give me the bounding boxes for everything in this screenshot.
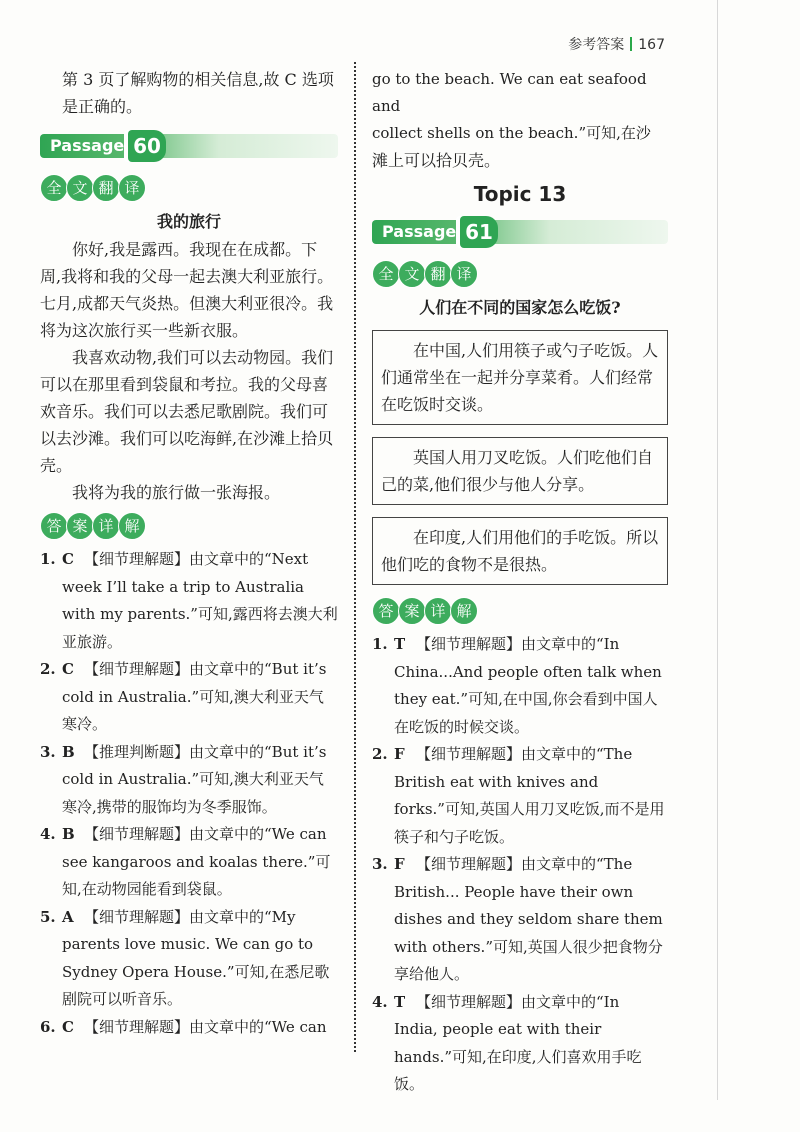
badge-char: 答	[40, 512, 68, 540]
answer-text: 【细节理解题】由文章中的“In	[416, 635, 620, 653]
answer-letter: B	[62, 825, 75, 843]
translation-box: 在印度,人们用他们的手吃饭。所以他们吃的食物不是很热。	[372, 517, 668, 585]
answer-text: British eat with knives and forks.”可知,英国人用刀叉吃饭,而不是用筷子和勺子吃饭。	[394, 772, 665, 846]
answer-text: 【细节理解题】由文章中的“We can	[84, 1017, 327, 1036]
answer-number: 5.	[40, 907, 56, 926]
answer-letter: C	[62, 660, 74, 678]
answer-letter: A	[62, 907, 74, 926]
badge-char: 译	[118, 174, 146, 202]
answer-number: 4.	[40, 825, 56, 843]
answer-item	[372, 989, 668, 1099]
answer-letter: F	[394, 745, 405, 763]
intro-line: 是正确的。	[62, 97, 143, 116]
answer-number: 2.	[40, 660, 56, 678]
article-title: 人们在不同的国家怎么吃饭?	[419, 298, 621, 317]
answer-item	[40, 821, 338, 904]
badge-char: 译	[450, 260, 478, 288]
article-title: 我的旅行	[156, 212, 221, 231]
answer-text: 【细节理解题】由文章中的“The	[416, 745, 633, 763]
passage-label: Passage	[382, 222, 457, 241]
badge-char: 详	[424, 597, 452, 625]
article-paragraph: 我喜欢动物,我们可以去动物园。我们可以在那里看到袋鼠和考拉。我的父母喜欢音乐。我们可以去悉尼歌剧院。我们可以去沙滩。我们可以吃海鲜,在沙滩上拾贝壳。	[40, 348, 334, 475]
right-column	[372, 66, 668, 1099]
answer-letter: F	[394, 855, 405, 873]
section-title: 参考答案	[568, 37, 625, 53]
answer-number: 3.	[372, 855, 388, 873]
translation-box: 在中国,人们用筷子或勺子吃饭。人们通常坐在一起并分享菜肴。人们经常在吃饭时交谈。	[372, 330, 668, 425]
answer-badge	[372, 597, 668, 625]
answer-number: 2.	[372, 745, 388, 763]
passage-label: Passage	[50, 136, 125, 155]
answer-letter: C	[62, 550, 74, 568]
page-number: 167	[638, 37, 665, 53]
answer-badge	[40, 512, 338, 540]
answer-text: 【细节理解题】由文章中的“In	[416, 992, 620, 1011]
header-divider	[630, 37, 632, 51]
badge-char: 文	[66, 174, 94, 202]
answer-letter: C	[62, 1017, 74, 1036]
answer-text: see kangaroos and koalas there.”可知,在动物园能看到袋鼠。	[62, 852, 331, 898]
badge-char: 解	[118, 512, 146, 540]
passage-number: 60	[128, 130, 166, 162]
badge-char: 全	[40, 174, 68, 202]
badge-char: 解	[450, 597, 478, 625]
answer-number: 6.	[40, 1017, 56, 1036]
badge-char: 全	[372, 260, 400, 288]
badge-char: 翻	[424, 260, 452, 288]
intro-line: 滩上可以拾贝壳。	[372, 151, 501, 170]
passage-number: 61	[460, 216, 498, 248]
answer-item	[372, 851, 668, 989]
answer-item	[40, 904, 338, 1014]
answer-text: 【细节理解题】由文章中的“My	[84, 907, 296, 926]
left-column	[40, 66, 338, 1041]
translation-badge	[372, 260, 668, 288]
answer-number: 4.	[372, 992, 388, 1011]
badge-char: 文	[398, 260, 426, 288]
answer-number: 1.	[40, 550, 56, 568]
answer-item	[372, 631, 668, 741]
answer-item	[40, 739, 338, 822]
passage-banner	[40, 130, 338, 160]
badge-char: 翻	[92, 174, 120, 202]
answer-number: 1.	[372, 635, 388, 653]
page-header	[568, 34, 665, 54]
answer-text: China...And people often talk when they eat.”可知,在中国,你会看到中国人在吃饭的时候交谈。	[394, 662, 662, 736]
answer-item	[40, 656, 338, 739]
answer-text: India, people eat with their hands.”可知,在印度,人们喜欢用手吃饭。	[394, 1020, 642, 1093]
passage-banner	[372, 216, 668, 246]
answer-text: 【细节理解题】由文章中的“We can	[84, 825, 327, 843]
answer-item	[40, 1014, 338, 1042]
badge-char: 详	[92, 512, 120, 540]
answer-text: British... People have their own dishes and they seldom share them with others.”可知,英国人很少把食物分享给他人。	[394, 882, 663, 983]
column-divider	[354, 62, 356, 1052]
answer-item	[40, 546, 338, 656]
answer-text: cold in Australia.”可知,澳大利亚天气寒冷,携带的服饰均为冬季服饰。	[62, 770, 324, 816]
translation-badge	[40, 174, 338, 202]
intro-line: collect shells on the beach.”可知,在沙	[372, 124, 651, 142]
answer-number: 3.	[40, 742, 56, 761]
topic-title: Topic 13	[473, 182, 567, 206]
answer-text: parents love music. We can go to Sydney Opera House.”可知,在悉尼歌剧院可以听音乐。	[62, 935, 330, 1008]
page-edge	[717, 0, 718, 1100]
badge-char: 案	[66, 512, 94, 540]
answer-letter: B	[62, 742, 75, 761]
answer-item	[372, 741, 668, 851]
article-paragraph: 我将为我的旅行做一张海报。	[72, 483, 281, 502]
article-paragraph: 你好,我是露西。我现在在成都。下周,我将和我的父母一起去澳大利亚旅行。七月,成都天气炎热。但澳大利亚很冷。我将为这次旅行买一些新衣服。	[40, 240, 334, 340]
translation-box: 英国人用刀叉吃饭。人们吃他们自己的菜,他们很少与他人分享。	[372, 437, 668, 505]
answer-text: 【细节理解题】由文章中的“The	[416, 855, 633, 873]
answer-text: 【细节理解题】由文章中的“Next	[84, 550, 309, 568]
answer-text: cold in Australia.”可知,澳大利亚天气寒冷。	[62, 687, 324, 733]
answer-text: 【细节理解题】由文章中的“But it’s	[84, 660, 327, 678]
intro-line: go to the beach. We can eat seafood and	[372, 70, 647, 115]
answer-text: 【推理判断题】由文章中的“But it’s	[84, 742, 327, 761]
answer-text: week I’ll take a trip to Australia with my parents.”可知,露西将去澳大利亚旅游。	[62, 577, 338, 651]
badge-char: 案	[398, 597, 426, 625]
badge-char: 答	[372, 597, 400, 625]
answer-letter: T	[394, 635, 406, 653]
answer-letter: T	[394, 992, 406, 1011]
intro-line: 第 3 页了解购物的相关信息,故 C 选项	[62, 70, 334, 89]
